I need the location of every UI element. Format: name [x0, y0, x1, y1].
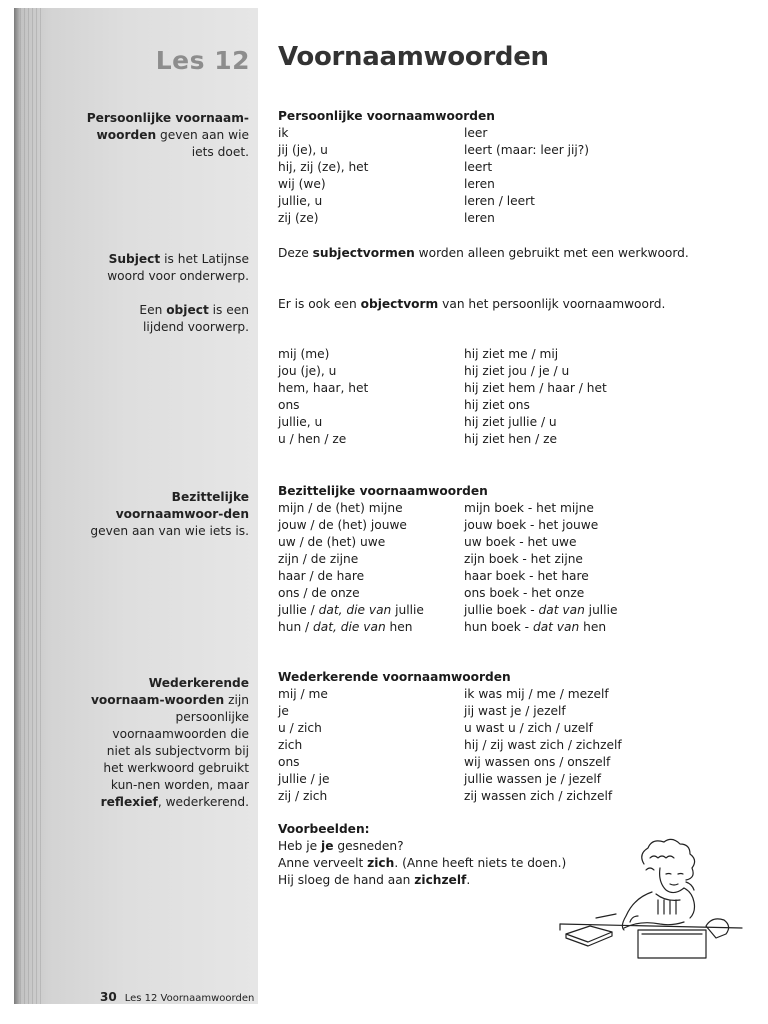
table-row: mij (me) hij ziet me / mij	[278, 347, 559, 361]
page-number: 30	[100, 990, 117, 1004]
section-persoonlijk	[278, 108, 748, 227]
section-bezittelijk	[278, 483, 748, 636]
table-row: mij / me ik was mij / me / mezelf	[278, 687, 609, 701]
table-row: ons hij ziet ons	[278, 398, 530, 412]
table-row: ons wij wassen ons / onszelf	[278, 755, 611, 769]
object-sentence: Er is ook een objectvorm van het persoonlijk voornaamwoord.	[278, 297, 666, 311]
note-persoonlijk: Persoonlijke voornaam-woorden geven aan wie iets doet.	[86, 111, 249, 159]
section-objectvormen	[278, 346, 748, 448]
table-row: ik leer	[278, 126, 488, 140]
section-heading: Bezittelijke voornaamwoorden	[278, 484, 488, 498]
table-row: hij, zij (ze), het leert	[278, 160, 493, 174]
example-line: Hij sloeg de hand aan zichzelf.	[278, 873, 471, 887]
table-row: mijn / de (het) mijne mijn boek - het mijne	[278, 501, 594, 515]
lesson-label: Les 12	[155, 46, 250, 75]
table-row: zijn / de zijne zijn boek - het zijne	[278, 552, 583, 566]
table-row: jullie, u hij ziet jullie / u	[278, 415, 557, 429]
table-row: haar / de hare haar boek - het hare	[278, 569, 589, 583]
section-heading: Wederkerende voornaamwoorden	[278, 670, 511, 684]
table-row: hun / dat, die van hen hun boek - dat van hen	[278, 620, 607, 634]
table-row: wij (we) leren	[278, 177, 495, 191]
page-footer	[100, 990, 254, 1004]
table-row: jou (je), u hij ziet jou / je / u	[278, 364, 570, 378]
note-subject: Subject is het Latijnse woord voor onderwerp.	[107, 252, 249, 283]
table-row: zij / zich zij wassen zich / zichzelf	[278, 789, 613, 803]
margin-column	[20, 8, 258, 1004]
subject-sentence: Deze subjectvormen worden alleen gebruikt met een werkwoord.	[278, 246, 689, 260]
table-row: u / hen / ze hij ziet hen / ze	[278, 432, 558, 446]
table-row: jij (je), u leert (maar: leer jij?)	[278, 143, 590, 157]
section-heading: Voorbeelden:	[278, 822, 370, 836]
footer-text: Les 12 Voornaamwoorden	[124, 993, 255, 1004]
table-row: je jij wast je / jezelf	[278, 704, 566, 718]
page-title: Voornaamwoorden	[278, 42, 549, 72]
section-wederkerend	[278, 669, 748, 805]
table-row: u / zich u wast u / zich / uzelf	[278, 721, 593, 735]
table-row: hem, haar, het hij ziet hem / haar / het	[278, 381, 607, 395]
table-row: zij (ze) leren	[278, 211, 495, 225]
table-row: ons / de onze ons boek - het onze	[278, 586, 585, 600]
bored-person-illustration	[556, 838, 746, 966]
table-row: jouw / de (het) jouwe jouw boek - het jouwe	[278, 518, 599, 532]
example-line: Anne verveelt zich. (Anne heeft niets te doen.)	[278, 856, 567, 870]
section-heading: Persoonlijke voornaamwoorden	[278, 109, 495, 123]
table-row: uw / de (het) uwe uw boek - het uwe	[278, 535, 577, 549]
note-wederkerend: Wederkerende voornaam-woorden zijn persoonlijke voornaamwoorden die niet als subjectvorm bij het werkwoord gebruikt kun-nen worden, maar reflexief, wederkerend.	[90, 676, 249, 809]
table-row: jullie / dat, die van jullie jullie boek - dat van jullie	[278, 603, 618, 617]
note-bezittelijk: Bezittelijke voornaamwoor-den geven aan van wie iets is.	[90, 490, 249, 538]
table-row: jullie / je jullie wassen je / jezelf	[278, 772, 602, 786]
section-voorbeelden	[278, 821, 578, 889]
example-line: Heb je je gesneden?	[278, 839, 404, 853]
table-row: jullie, u leren / leert	[278, 194, 535, 208]
note-object: Een object is een lijdend voorwerp.	[139, 303, 249, 334]
table-row: zich hij / zij wast zich / zichzelf	[278, 738, 622, 752]
